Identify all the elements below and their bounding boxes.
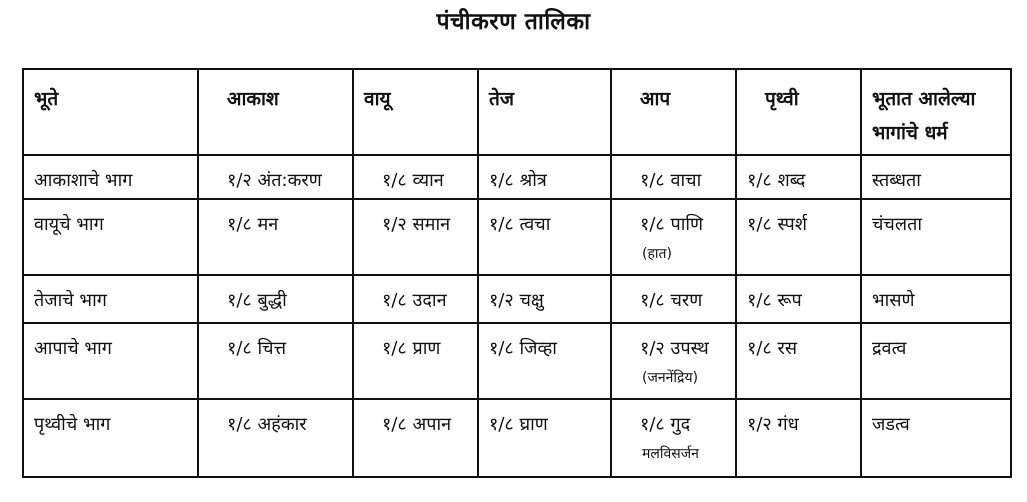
table-cell: १/८ जिव्हा: [478, 323, 611, 399]
table-cell: १/८ पाणि (हात): [611, 199, 736, 275]
header-cell: आकाश: [198, 69, 353, 155]
table-cell: १/८ व्यान: [353, 155, 478, 199]
cell-note: मलविसर्जन: [642, 446, 699, 462]
table-row: [23, 323, 1011, 399]
cell-note: (जननेंद्रिय): [642, 370, 699, 386]
header-cell: वायू: [353, 69, 478, 155]
table-cell: १/८ चरण: [611, 275, 736, 323]
table-row: [23, 155, 1011, 199]
table-cell: जडत्व: [861, 399, 1011, 477]
table-cell: आपाचे भाग: [23, 323, 198, 399]
table-cell: १/८ अपान: [353, 399, 478, 477]
table-cell: आकाशाचे भाग: [23, 155, 198, 199]
header-cell: आप: [611, 69, 736, 155]
table-cell: १/८ बुद्धी: [198, 275, 353, 323]
table-cell: १/८ मन: [198, 199, 353, 275]
table-cell: १/८ रस: [736, 323, 861, 399]
table-cell: १/८ श्रोत्र: [478, 155, 611, 199]
table-header-row: [23, 69, 1011, 155]
table-row: [23, 275, 1011, 323]
table-row: [23, 199, 1011, 275]
table-cell: १/२ गंध: [736, 399, 861, 477]
table-cell: १/२ समान: [353, 199, 478, 275]
table-cell: वायूचे भाग: [23, 199, 198, 275]
cell-note: (हात): [642, 246, 672, 262]
table-cell: १/८ शब्द: [736, 155, 861, 199]
table-row: [23, 399, 1011, 477]
table-cell: पृथ्वीचे भाग: [23, 399, 198, 477]
table-cell: १/८ अहंकार: [198, 399, 353, 477]
table-cell: तेजाचे भाग: [23, 275, 198, 323]
header-cell: पृथ्वी: [736, 69, 861, 155]
panchikaran-table: [22, 68, 1012, 478]
table-cell: १/८ गुद मलविसर्जन: [611, 399, 736, 477]
table-cell: १/८ रूप: [736, 275, 861, 323]
table-cell: चंचलता: [861, 199, 1011, 275]
table-cell: १/८ वाचा: [611, 155, 736, 199]
header-cell: तेज: [478, 69, 611, 155]
table-cell: १/८ प्राण: [353, 323, 478, 399]
table-cell: १/२ चक्षु: [478, 275, 611, 323]
header-cell: भूते: [23, 69, 198, 155]
table-cell: १/८ चित्त: [198, 323, 353, 399]
table-cell: भासणे: [861, 275, 1011, 323]
table-cell: द्रवत्व: [861, 323, 1011, 399]
table-cell: १/८ उदान: [353, 275, 478, 323]
table-cell: १/८ स्पर्श: [736, 199, 861, 275]
table-cell: १/२ अंत:करण: [198, 155, 353, 199]
header-cell: भूतात आलेल्या भागांचे धर्म: [861, 69, 1011, 155]
table-cell: १/८ त्वचा: [478, 199, 611, 275]
table-cell: १/२ उपस्थ (जननेंद्रिय): [611, 323, 736, 399]
table-cell: १/८ घ्राण: [478, 399, 611, 477]
page-title: पंचीकरण तालिका: [436, 9, 591, 35]
table-cell: स्तब्धता: [861, 155, 1011, 199]
